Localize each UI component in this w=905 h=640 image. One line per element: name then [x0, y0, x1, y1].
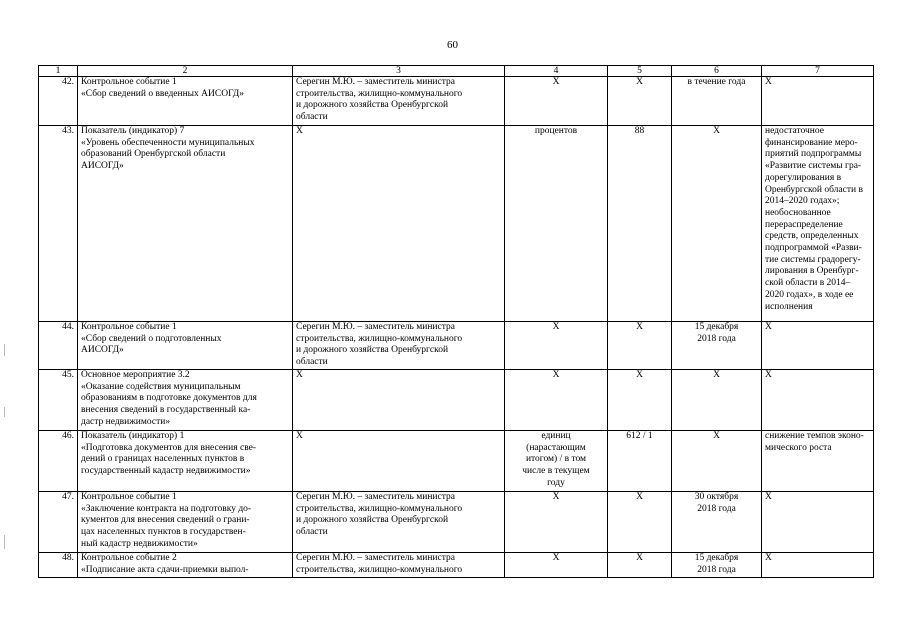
row-note: недостаточное финансирование меро- приятий подпрограммы «Развитие системы гра- дорегулирования в Оренбургской области в 2014–2020 годах»; необоснованное перераспределение средств, определенных подпрограммой «Разви- тие системы градорегу- лирования в Оренбург- ской области в 2014– 2020 годах», в ходе ее исполнения: [762, 126, 874, 322]
table-row: [39, 126, 874, 322]
row-note: Х: [762, 322, 874, 370]
row-number: 45.: [39, 370, 78, 431]
row-value: 612 / 1: [608, 431, 672, 492]
row-value: 88: [608, 126, 672, 322]
row-date: Х: [672, 431, 762, 492]
row-date: Х: [672, 370, 762, 431]
row-name: Контрольное событие 1 «Заключение контракта на подготовку до- кументов для внесения сведений о грани- цах населенных пунктов в государствен- ный кадастр недвижимости»: [78, 492, 293, 553]
row-unit: Х: [505, 77, 608, 126]
row-name: Показатель (индикатор) 1 «Подготовка документов для внесения све- дений о границах населенных пунктов в государственный кадастр недвижимости»: [78, 431, 293, 492]
row-number: 42.: [39, 77, 78, 126]
row-name: Контрольное событие 1 «Сбор сведений о подготовленных АИСОГД»: [78, 322, 293, 370]
row-note: Х: [762, 370, 874, 431]
row-value: Х: [608, 77, 672, 126]
column-header: 1: [39, 66, 78, 77]
row-date: 15 декабря 2018 года: [672, 322, 762, 370]
row-name: Показатель (индикатор) 7 «Уровень обеспеченности муниципальных образований Оренбургской области АИСОГД»: [78, 126, 293, 322]
row-value: Х: [608, 370, 672, 431]
scan-margin-mark: [4, 407, 5, 417]
row-value: Х: [608, 322, 672, 370]
row-note: снижение темпов эконо- мического роста: [762, 431, 874, 492]
row-unit: Х: [505, 322, 608, 370]
table-row: [39, 431, 874, 492]
scan-margin-mark: [4, 344, 5, 356]
table-row: [39, 322, 874, 370]
row-unit: процентов: [505, 126, 608, 322]
row-date: 15 декабря 2018 года: [672, 553, 762, 578]
table-row: [39, 370, 874, 431]
row-responsible: Серегин М.Ю. – заместитель министра строительства, жилищно-коммунального: [293, 553, 505, 578]
column-header: 6: [672, 66, 762, 77]
column-header: 7: [762, 66, 874, 77]
row-note: Х: [762, 492, 874, 553]
row-responsible: Х: [293, 370, 505, 431]
table-row: [39, 553, 874, 578]
row-value: Х: [608, 553, 672, 578]
row-responsible: Серегин М.Ю. – заместитель министра строительства, жилищно-коммунального и дорожного хозяйства Оренбургской области: [293, 492, 505, 553]
row-date: в течение года: [672, 77, 762, 126]
plan-table: [38, 65, 874, 578]
row-name: Контрольное событие 2 «Подписание акта сдачи-приемки выпол-: [78, 553, 293, 578]
row-responsible: Серегин М.Ю. – заместитель министра строительства, жилищно-коммунального и дорожного хозяйства Оренбургской области: [293, 77, 505, 126]
row-number: 47.: [39, 492, 78, 553]
page-number: 60: [447, 39, 458, 51]
row-unit: Х: [505, 370, 608, 431]
row-number: 44.: [39, 322, 78, 370]
row-value: Х: [608, 492, 672, 553]
row-note: Х: [762, 553, 874, 578]
column-header: 5: [608, 66, 672, 77]
table-row: [39, 492, 874, 553]
row-name: Контрольное событие 1 «Сбор сведений о введенных АИСОГД»: [78, 77, 293, 126]
row-responsible: Х: [293, 431, 505, 492]
column-header: 4: [505, 66, 608, 77]
row-number: 46.: [39, 431, 78, 492]
row-unit: Х: [505, 492, 608, 553]
row-responsible: Серегин М.Ю. – заместитель министра строительства, жилищно-коммунального и дорожного хозяйства Оренбургской области: [293, 322, 505, 370]
row-date: 30 октября 2018 года: [672, 492, 762, 553]
row-unit: Х: [505, 553, 608, 578]
row-unit: единиц (нарастающим итогом) / в том числе в текущем году: [505, 431, 608, 492]
column-number-row: [39, 66, 874, 77]
row-number: 48.: [39, 553, 78, 578]
row-number: 43.: [39, 126, 78, 322]
row-date: Х: [672, 126, 762, 322]
row-name: Основное мероприятие 3.2 «Оказание содействия муниципальным образованиям в подготовке документов для внесения сведений в государственный ка- дастр недвижимости»: [78, 370, 293, 431]
column-header: 2: [78, 66, 293, 77]
scan-margin-mark: [4, 535, 5, 549]
row-responsible: Х: [293, 126, 505, 322]
column-header: 3: [293, 66, 505, 77]
row-note: Х: [762, 77, 874, 126]
table-row: [39, 77, 874, 126]
